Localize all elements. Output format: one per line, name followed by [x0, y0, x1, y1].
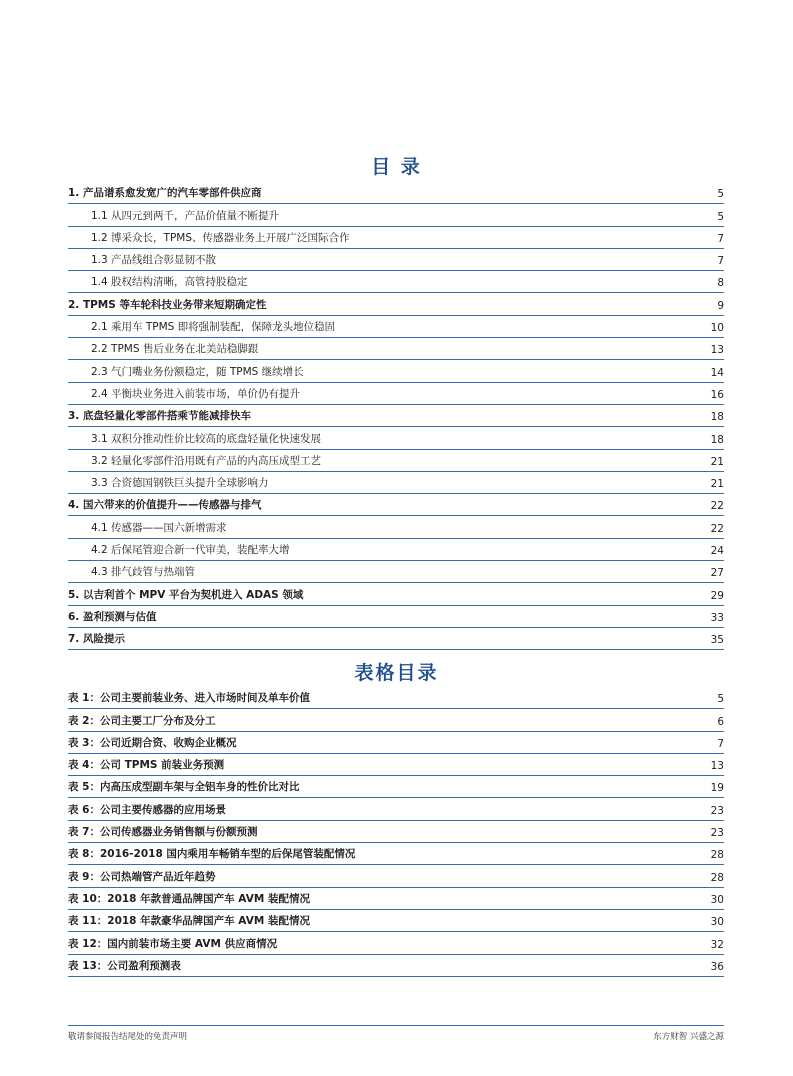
tables-title: 表格目录: [354, 662, 439, 684]
toc-list: [68, 182, 724, 650]
entry-title: 5. 以吉利首个 MPV 平台为契机进入 ADAS 领域: [68, 588, 304, 601]
entry-title: 表 5：内高压成型副车架与全铝车身的性价比对比: [68, 781, 300, 794]
toc-section-entry[interactable]: [68, 628, 724, 650]
entry-title: 1.1 从四元到两千，产品价值量不断提升: [91, 209, 280, 222]
entry-title: 3.2 轻量化零部件沿用既有产品的内高压成型工艺: [91, 454, 322, 467]
footer-divider: [68, 1025, 724, 1026]
entry-title: 1.2 博采众长，TPMS、传感器业务上开展广泛国际合作: [91, 231, 350, 244]
toc-subsection-entry[interactable]: [68, 561, 724, 583]
entry-page-number: 23: [710, 804, 724, 817]
entry-page-number: 13: [710, 344, 724, 357]
entry-page-number: 28: [710, 849, 724, 862]
table-entry[interactable]: [68, 687, 724, 709]
entry-page-number: 36: [710, 960, 724, 973]
entry-page-number: 32: [710, 938, 724, 951]
entry-title: 4.3 排气歧管与热端管: [91, 566, 196, 579]
toc-subsection-entry[interactable]: [68, 539, 724, 561]
table-entry[interactable]: [68, 955, 724, 977]
entry-title: 4.2 后保尾管迎合新一代审美，装配率大增: [91, 544, 290, 557]
entry-title: 3.1 双积分推动性价比较高的底盘轻量化快速发展: [91, 432, 322, 445]
footer-slogan: 东方财智 兴盛之源: [653, 1032, 724, 1042]
tables-list: [68, 687, 724, 977]
entry-page-number: 29: [710, 589, 724, 602]
entry-title: 2.1 乘用车 TPMS 即将强制装配，保障龙头地位稳固: [91, 321, 336, 334]
entry-title: 表 2：公司主要工厂分布及分工: [68, 714, 216, 727]
toc-subsection-entry[interactable]: [68, 338, 724, 360]
entry-page-number: 8: [717, 277, 724, 290]
toc-subsection-entry[interactable]: [68, 383, 724, 405]
entry-page-number: 23: [710, 827, 724, 840]
table-entry[interactable]: [68, 865, 724, 887]
entry-page-number: 33: [710, 611, 724, 624]
table-entry[interactable]: [68, 798, 724, 820]
entry-page-number: 6: [717, 715, 724, 728]
entry-title: 1.3 产品线组合彰显韧不散: [91, 254, 217, 267]
entry-page-number: 9: [717, 299, 724, 312]
entry-page-number: 22: [710, 522, 724, 535]
entry-title: 6. 盈利预测与估值: [68, 610, 157, 623]
toc-subsection-entry[interactable]: [68, 271, 724, 293]
entry-page-number: 16: [710, 388, 724, 401]
toc-subsection-entry[interactable]: [68, 472, 724, 494]
entry-title: 表 12：国内前装市场主要 AVM 供应商情况: [68, 937, 278, 950]
toc-section-entry[interactable]: [68, 606, 724, 628]
table-entry[interactable]: [68, 821, 724, 843]
entry-title: 3.3 合资德国钢铁巨头提升全球影响力: [91, 477, 269, 490]
toc-subsection-entry[interactable]: [68, 427, 724, 449]
entry-title: 3. 底盘轻量化零部件搭乘节能减排快车: [68, 410, 251, 423]
table-entry[interactable]: [68, 888, 724, 910]
entry-page-number: 14: [710, 366, 724, 379]
table-entry[interactable]: [68, 776, 724, 798]
entry-title: 2.3 气门嘴业务份额稳定，随 TPMS 继续增长: [91, 365, 304, 378]
entry-title: 1.4 股权结构清晰，高管持股稳定: [91, 276, 248, 289]
entry-page-number: 19: [710, 782, 724, 795]
toc-title: 目 录: [371, 156, 422, 178]
entry-title: 表 8：2016-2018 国内乘用车畅销车型的后保尾管装配情况: [68, 848, 356, 861]
entry-page-number: 10: [710, 322, 724, 335]
toc-section-entry[interactable]: [68, 182, 724, 204]
entry-page-number: 28: [710, 871, 724, 884]
entry-title: 表 11：2018 年款豪华品牌国产车 AVM 装配情况: [68, 915, 310, 928]
toc-subsection-entry[interactable]: [68, 360, 724, 382]
entry-page-number: 22: [710, 500, 724, 513]
entry-page-number: 5: [717, 188, 724, 201]
entry-title: 2.4 平衡块业务进入前装市场，单价仍有提升: [91, 387, 301, 400]
toc-subsection-entry[interactable]: [68, 316, 724, 338]
entry-page-number: 5: [717, 210, 724, 223]
table-entry[interactable]: [68, 910, 724, 932]
entry-page-number: 27: [710, 567, 724, 580]
entry-title: 表 9：公司热端管产品近年趋势: [68, 870, 216, 883]
entry-page-number: 21: [710, 478, 724, 491]
entry-title: 2. TPMS 等车轮科技业务带来短期确定性: [68, 298, 267, 311]
toc-subsection-entry[interactable]: [68, 204, 724, 226]
entry-page-number: 5: [717, 693, 724, 706]
entry-title: 7. 风险提示: [68, 633, 125, 646]
entry-page-number: 7: [717, 737, 724, 750]
entry-title: 表 6：公司主要传感器的应用场景: [68, 803, 226, 816]
entry-title: 2.2 TPMS 售后业务在北美站稳脚跟: [91, 343, 259, 356]
entry-title: 4. 国六带来的价值提升——传感器与排气: [68, 499, 262, 512]
footer-disclaimer: 敬请参阅报告结尾处的免责声明: [68, 1032, 188, 1042]
toc-section-entry[interactable]: [68, 583, 724, 605]
entry-title: 表 13：公司盈利预测表: [68, 959, 181, 972]
entry-page-number: 21: [710, 455, 724, 468]
entry-title: 1. 产品谱系愈发宽广的汽车零部件供应商: [68, 187, 262, 200]
entry-page-number: 35: [710, 634, 724, 647]
toc-subsection-entry[interactable]: [68, 516, 724, 538]
table-entry[interactable]: [68, 709, 724, 731]
table-entry[interactable]: [68, 932, 724, 954]
entry-page-number: 24: [710, 545, 724, 558]
toc-section-entry[interactable]: [68, 293, 724, 315]
entry-title: 表 7：公司传感器业务销售额与份额预测: [68, 826, 258, 839]
entry-title: 表 10：2018 年款普通品牌国产车 AVM 装配情况: [68, 892, 310, 905]
toc-subsection-entry[interactable]: [68, 227, 724, 249]
entry-title: 4.1 传感器——国六新增需求: [91, 521, 227, 534]
entry-page-number: 30: [710, 916, 724, 929]
toc-section-entry[interactable]: [68, 494, 724, 516]
entry-title: 表 3：公司近期合资、收购企业概况: [68, 736, 237, 749]
table-entry[interactable]: [68, 732, 724, 754]
table-entry[interactable]: [68, 754, 724, 776]
entry-page-number: 18: [710, 433, 724, 446]
toc-subsection-entry[interactable]: [68, 450, 724, 472]
table-entry[interactable]: [68, 843, 724, 865]
entry-page-number: 7: [717, 232, 724, 245]
entry-page-number: 7: [717, 255, 724, 268]
entry-page-number: 13: [710, 760, 724, 773]
entry-page-number: 30: [710, 893, 724, 906]
entry-page-number: 18: [710, 411, 724, 424]
toc-section-entry[interactable]: [68, 405, 724, 427]
toc-subsection-entry[interactable]: [68, 249, 724, 271]
entry-title: 表 1：公司主要前装业务、进入市场时间及单车价值: [68, 692, 310, 705]
entry-title: 表 4：公司 TPMS 前装业务预测: [68, 759, 225, 772]
